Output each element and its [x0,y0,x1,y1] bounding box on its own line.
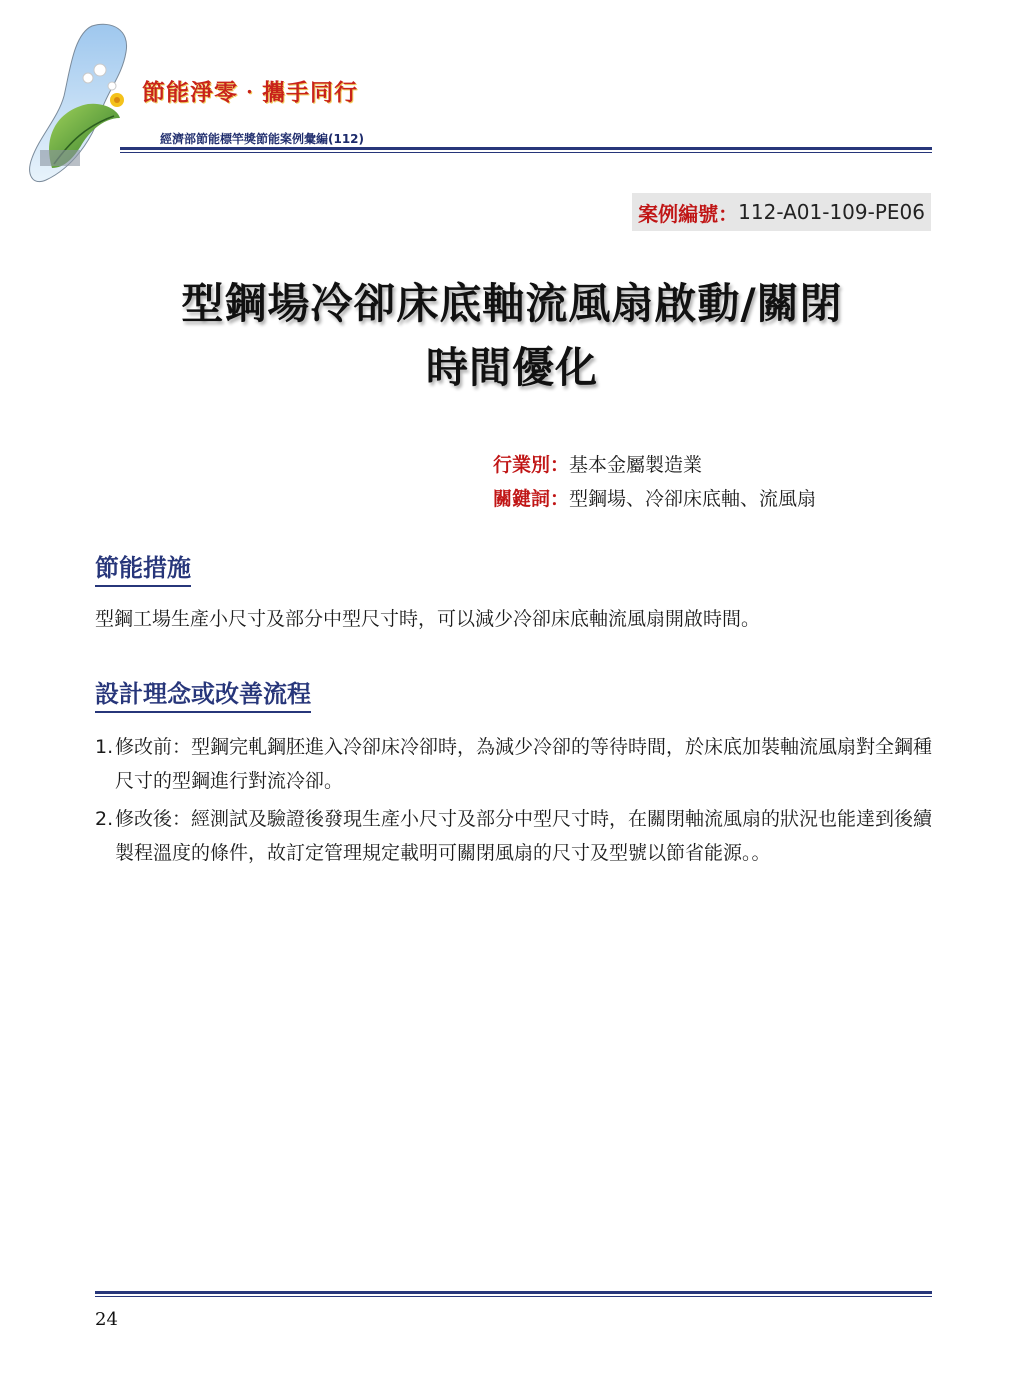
footer-divider-thin [95,1296,932,1297]
case-number-label: 案例編號： [638,201,739,226]
header-divider-thin [120,152,932,153]
page-title-line-1: 型鋼場冷卻床底軸流風扇啟動/關閉 [181,279,843,328]
case-number-badge [632,193,931,231]
page-title [0,272,1024,400]
section-heading-measures: 節能措施 [95,548,191,587]
page-title-line-2: 時間優化 [425,343,598,392]
logo-slogan: 節能淨零‧攜手同行 [142,79,358,106]
case-number-value: 112-A01-109-PE06 [738,200,925,224]
page-number: 24 [95,1309,118,1330]
list-item [95,802,935,870]
measures-paragraph: 型鋼工場生產小尺寸及部分中型尺寸時，可以減少冷卻床底軸流風扇開啟時間。 [95,608,761,630]
industry-value: 基本金屬製造業 [569,454,703,476]
keywords-label: 關鍵詞： [493,488,570,510]
list-item-text: 修改後：經測試及驗證後發現生產小尺寸及部分中型尺寸時，在關閉軸流風扇的狀況也能達到後續製程溫度的條件，故訂定管理規定載明可關閉風扇的尺寸及型號以節省能源。。 [115,808,933,864]
keywords-row [493,484,816,511]
industry-label: 行業別： [493,454,570,476]
list-item [95,730,935,798]
list-item-number: 2. [95,808,114,830]
keywords-value: 型鋼場、冷卻床底軸、流風扇 [569,488,817,510]
publication-subtitle: 經濟部節能標竿獎節能案例彙編(112) [160,132,365,146]
list-item-text: 修改前：型鋼完軋鋼胚進入冷卻床冷卻時，為減少冷卻的等待時間，於床底加裝軸流風扇對全鋼種尺寸的型鋼進行對流冷卻。 [115,736,933,792]
footer-divider [95,1291,932,1294]
taiwan-leaf-logo-icon [22,18,142,188]
industry-row [493,450,702,477]
section-heading-design: 設計理念或改善流程 [95,674,311,713]
list-item-number: 1. [95,736,114,758]
header-divider [120,147,932,150]
design-list [95,730,935,874]
